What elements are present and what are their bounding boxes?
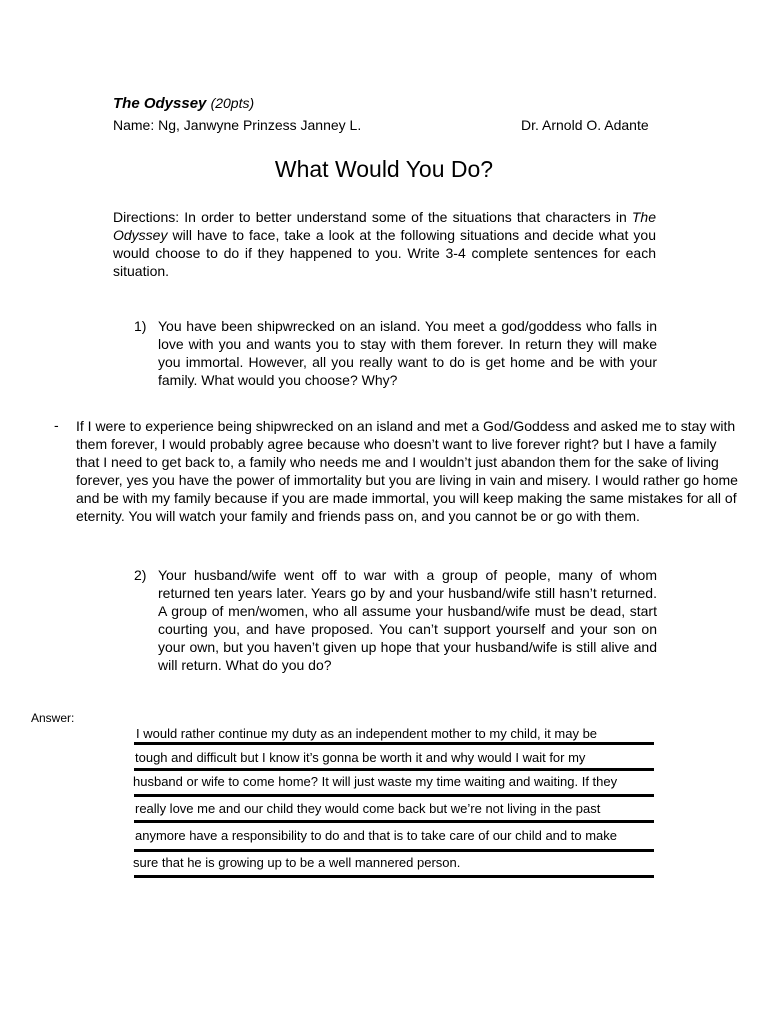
directions-suffix: will have to face, take a look at the following situations and decide what you would choose to do if they happened to you. Write 3-4 complete sentences for each situation. [113, 227, 656, 279]
response-bullet: - [54, 417, 59, 433]
question-text: You have been shipwrecked on an island. You meet a god/goddess who falls in love with you and wants you to stay with them forever. In return they will make you immortal. However, all you really want to do is get home and be with your family. What would you choose? Why? [158, 318, 657, 388]
answer-rule [134, 849, 654, 852]
answer-line-text: tough and difficult but I know it’s gonna be worth it and why would I wait for my [135, 750, 586, 765]
answer-rule [134, 742, 654, 745]
answer-line-text: I would rather continue my duty as an independent mother to my child, it may be [136, 726, 598, 741]
question-1 [134, 317, 657, 389]
answer-rule [134, 820, 654, 823]
response-1: If I were to experience being shipwrecked on an island and met a God/Goddess and asked me to stay with them forever, I would probably agree because who doesn’t want to live forever right? but I have a family that I need to get back to, a family who needs me and I wouldn’t just abandon them for the sake of living forever, yes you have the power of immortality but you are living in vain and misery. I would rather go home and be with my family because if you are made immortal, you will keep making the same mistakes for all of eternity. You will watch your family and friends pass on, and you cannot be or go with them. [76, 418, 738, 524]
question-number: 1) [134, 318, 147, 334]
assignment-title [113, 95, 254, 112]
directions-paragraph [113, 208, 656, 280]
teacher-name: Dr. Arnold O. Adante [521, 117, 649, 133]
answer-line-text: husband or wife to come home? It will just waste my time waiting and waiting. If they [133, 774, 618, 789]
question-number: 2) [134, 567, 147, 583]
answer-line-text: really love me and our child they would come back but we’re not living in the past [135, 801, 601, 816]
question-2 [134, 566, 657, 674]
answer-rule [134, 768, 654, 771]
page-title: What Would You Do? [274, 156, 494, 182]
book-title: The Odyssey [113, 95, 207, 112]
answer-label: Answer: [31, 711, 75, 725]
student-name: Name: Ng, Janwyne Prinzess Janney L. [113, 117, 362, 133]
answer-rule [134, 794, 654, 797]
question-text: Your husband/wife went off to war with a group of people, many of whom returned ten years later. Years go by and your husband/wife still hasn’t returned. A group of men/women, who all assume your husband/wife must be dead, start courting you, and have proposed. You can’t support yourself and your son on your own, but you haven’t given up hope that your husband/wife is still alive and will return. What do you do? [158, 567, 657, 673]
directions-book-title: The Odyssey [113, 209, 656, 243]
answer-line-text: sure that he is growing up to be a well mannered person. [133, 855, 461, 870]
answer-rule [134, 875, 654, 878]
directions-prefix: Directions: In order to better understand some of the situations that characters in [113, 209, 632, 225]
answer-line-text: anymore have a responsibility to do and that is to take care of our child and to make [135, 828, 617, 843]
points-label: (20pts) [210, 95, 255, 111]
